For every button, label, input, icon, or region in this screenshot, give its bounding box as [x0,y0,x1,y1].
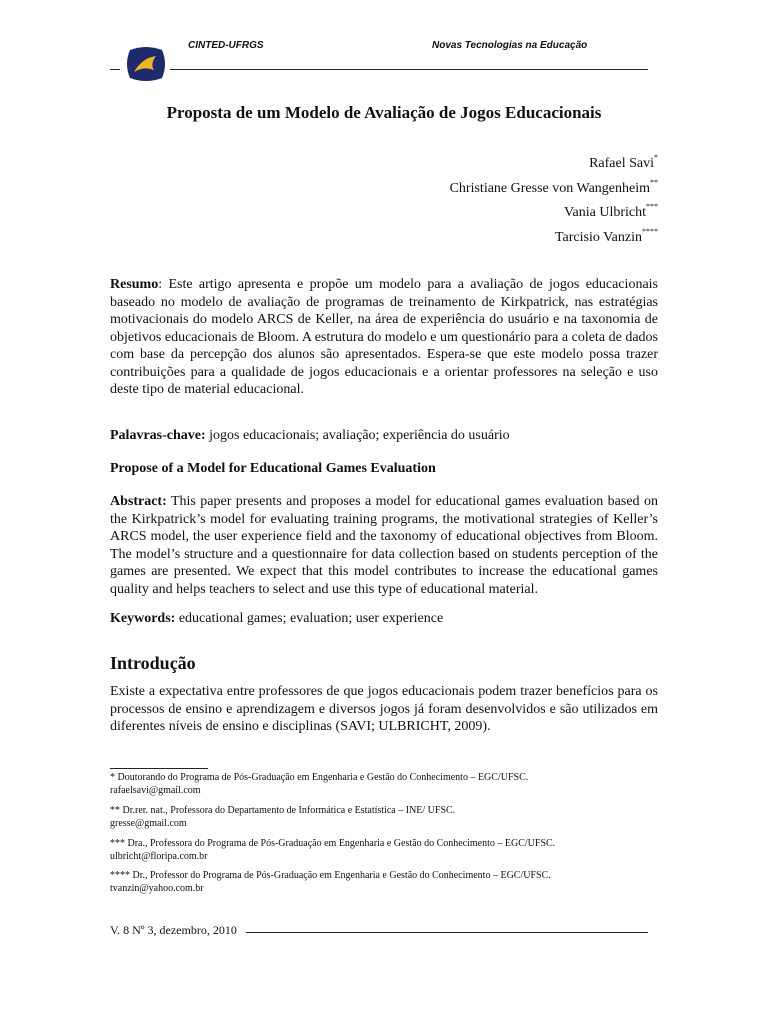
author-name: Christiane Gresse von Wangenheim [449,180,650,196]
footer-volume: V. 8 Nº 3, dezembro, 2010 [110,923,237,937]
footnote-email: ulbricht@floripa.com.br [110,850,208,862]
footnote-3 [110,838,658,863]
abstract-text: This paper presents and proposes a model for educational games evaluation based on the Kirkpatrick’s model for evaluating training programs, the motivational strategies of Keller’s ARCS model, the user experience field and the taxonomy of educational objectives from Bloom. The model’s structure and a questionnaire for data collection based on students perception of the games are presented. We expect that this model contributes to increase the educational games quality and helps teachers to select and use this type of educational material. [110,494,658,597]
abstract-paragraph [110,493,658,598]
palavras-text: jogos educacionais; avaliação; experiência do usuário [205,428,510,443]
header-left: CINTED-UFRGS [188,40,264,51]
resumo-label: Resumo [110,277,159,292]
footnote-email: tvanzin@yahoo.com.br [110,882,204,894]
footnote-2 [110,805,658,830]
footnote-text: *** Dra., Professora do Programa de Pós-Graduação em Engenharia e Gestão do Conhecimento – EGC/UFSC. [110,838,556,849]
author-4 [450,226,658,251]
header-rule [170,69,648,70]
keywords [110,610,658,628]
intro-heading: Introdução [110,653,196,673]
paper-title: Proposta de um Modelo de Avaliação de Jogos Educacionais [166,103,602,122]
footnote-text: * Doutorando do Programa de Pós-Graduação em Engenharia e Gestão do Conhecimento – EGC/UFSC. [110,772,529,783]
palavras-chave [110,427,658,445]
palavras-label: Palavras-chave: [110,428,206,443]
footnote-email: gresse@gmail.com [110,817,187,829]
author-3 [450,201,658,226]
resumo-text: : Este artigo apresenta e propõe um modelo para a avaliação de jogos educacionais baseado no modelo de avaliação de programas de treinamento de Kirkpatrick, nas estratégias motivacionais do modelo ARCS de Keller, na área de experiência do usuário e na taxonomia de objetivos educacionais de Bloom. A estrutura do modelo e um questionário para a coleta de dados com base da percepção dos alunos são apresentados. Espera-se que este modelo possa trazer contribuições para a qualidade de jogos educacionais e a orientar professores na seleção e uso deste tipo de material educacional. [110,277,658,397]
resumo-paragraph [110,276,658,399]
footnote-1 [110,772,658,797]
footnote-4 [110,870,658,895]
author-mark: ** [650,177,658,187]
header-right: Novas Tecnologias na Educação [432,40,588,51]
author-name: Rafael Savi [589,156,654,171]
footnote-rule [110,768,208,769]
abstract-label: Abstract: [110,494,167,509]
cinted-logo-icon [120,44,172,84]
english-title: Propose of a Model for Educational Games Evaluation [110,461,436,476]
author-name: Vania Ulbricht [563,205,646,220]
author-1 [450,152,658,177]
author-2 [450,177,658,202]
footer-rule [246,932,648,933]
footnote-text: ** Dr.rer. nat., Professora do Departamento de Informática e Estatística – INE/ UFSC. [110,805,456,816]
author-mark: *** [646,202,658,211]
footnote-text: **** Dr., Professor do Programa de Pós-Graduação em Engenharia e Gestão do Conhecimento – EGC/UFSC. [110,870,551,881]
keywords-text: educational games; evaluation; user experience [175,611,444,626]
header-rule-short [110,69,120,70]
author-list [450,152,658,250]
author-name: Tarcisio Vanzin [554,229,642,245]
footnote-email: rafaelsavi@gmail.com [110,784,201,796]
intro-paragraph: Existe a expectativa entre professores de que jogos educacionais podem trazer benefícios para os processos de ensino e aprendizagem e diversos jogos já foram desenvolvidos e são utilizados em diferentes níveis de ensino e disciplinas (SAVI; ULBRICHT, 2009). [110,684,658,734]
keywords-label: Keywords: [110,611,176,626]
author-mark: * [654,153,658,162]
author-mark: **** [642,226,658,236]
